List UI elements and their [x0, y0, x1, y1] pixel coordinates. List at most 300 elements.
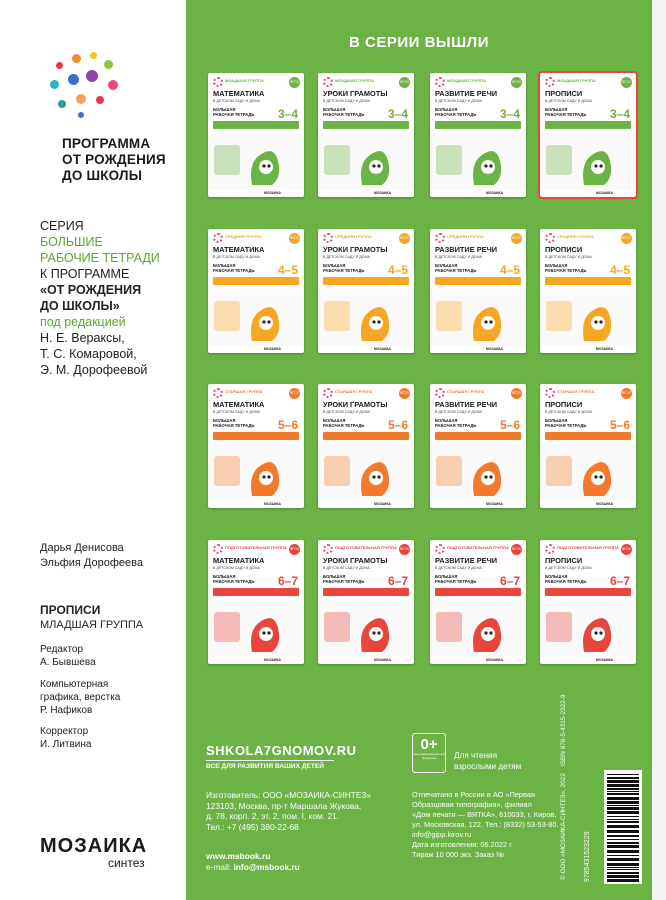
age-rating-caption: знак информационной продукции: [413, 752, 445, 760]
book-group: МЛАДШАЯ ГРУППА: [40, 619, 144, 631]
copyright-text: © ООО «МОЗАИКА-СИНТЕЗ», 2022: [560, 773, 567, 880]
book-card-type-line: БОЛЬШАЯ: [435, 574, 458, 579]
book-card-publisher: МОЗАИКА: [374, 658, 391, 662]
book-card-type-line: БОЛЬШАЯ: [545, 574, 568, 579]
fgos-badge: ФГОС: [511, 77, 522, 88]
credit-role: Компьютерная: [40, 679, 109, 690]
gnome-illustration: [208, 133, 304, 190]
age-rating-badge: [412, 733, 446, 773]
barcode-number: 9785431523229: [584, 831, 591, 882]
book-card-type: [435, 263, 476, 273]
barcode-bar: [607, 850, 639, 853]
contact-info: [206, 851, 300, 873]
printer-info: [412, 790, 559, 860]
barcode-bar: [607, 811, 639, 814]
publisher-logo: МОЗАИКА: [40, 835, 148, 857]
book-card-type: [213, 418, 254, 428]
barcode-bar: [607, 867, 639, 868]
fgos-badge: ФГОС: [399, 233, 410, 244]
book-card-type-line: РАБОЧАЯ ТЕТРАДЬ: [213, 268, 255, 273]
book-card-title: ПРОПИСИ: [545, 89, 583, 98]
book-card-title: РАЗВИТИЕ РЕЧИ: [435, 556, 498, 565]
series-book-card: [318, 229, 414, 353]
book-card-band: [435, 432, 521, 440]
book-card-age: 5–6: [499, 418, 520, 432]
book-card-type: [545, 418, 586, 428]
book-card-subtitle: В ДЕТСКОМ САДУ И ДОМА: [213, 566, 260, 570]
author: Эльфия Дорофеева: [40, 557, 143, 569]
credit-layout: [40, 678, 120, 717]
book-card-type-line: БОЛЬШАЯ: [323, 263, 346, 268]
shkola-site[interactable]: SHKOLA7GNOMOV.RU: [206, 743, 357, 758]
gnome-illustration: [430, 289, 526, 346]
credit-role: графика, верстка: [40, 692, 121, 703]
series-editors-label: под редакцией: [40, 315, 126, 329]
barcode-bars: [604, 770, 642, 884]
barcode-bar: [607, 858, 639, 861]
barcode-bar: [607, 807, 639, 810]
credit-editor: [40, 643, 96, 669]
logo-dot: [96, 96, 104, 104]
fgos-badge: ФГОС: [289, 233, 300, 244]
book-card-title: МАТЕМАТИКА: [213, 89, 265, 98]
barcode-bar: [607, 805, 639, 806]
book-card-type: [323, 574, 364, 584]
barcode-bar: [607, 845, 639, 848]
barcode-bar: [607, 777, 639, 779]
readers-line: Для чтения: [454, 751, 498, 760]
book-card-type-line: БОЛЬШАЯ: [213, 107, 236, 112]
book-card-type-line: БОЛЬШАЯ: [213, 574, 236, 579]
book-card-title: РАЗВИТИЕ РЕЧИ: [435, 89, 498, 98]
book-card-publisher: МОЗАИКА: [486, 347, 503, 351]
book-card-subtitle: В ДЕТСКОМ САДУ И ДОМА: [545, 566, 592, 570]
series-book-card: [318, 384, 414, 508]
book-card-age: 4–5: [499, 263, 520, 277]
credit-role: Корректор: [40, 726, 89, 737]
book-card-publisher: МОЗАИКА: [486, 502, 503, 506]
manufacturer-line: Изготовитель: ООО «МОЗАИКА-СИНТЕЗ»: [206, 790, 372, 800]
fgos-badge: ФГОС: [511, 388, 522, 399]
manufacturer-line: 123103, Москва, пр-т Маршала Жукова,: [206, 800, 362, 811]
book-card-age: 3–4: [387, 107, 408, 121]
book-card-group: СТАРШАЯ ГРУППА: [225, 389, 263, 394]
book-card-type-line: РАБОЧАЯ ТЕТРАДЬ: [435, 579, 477, 584]
book-card-age: 6–7: [277, 574, 298, 588]
program-logo-icon: [435, 77, 445, 87]
book-card-publisher: МОЗАИКА: [596, 347, 613, 351]
book-card-group: МЛАДШАЯ ГРУППА: [447, 78, 486, 83]
book-card-type: [545, 107, 586, 117]
logo-dot: [56, 62, 63, 69]
email-link[interactable]: info@msbook.ru: [233, 862, 300, 872]
fgos-badge: ФГОС: [399, 388, 410, 399]
printer-line: info@gipp.kirov.ru: [412, 830, 472, 839]
book-card-type-line: БОЛЬШАЯ: [323, 418, 346, 423]
isbn-text: ISBN 978-5-4315-2322-9: [560, 694, 567, 766]
book-card-title: УРОКИ ГРАМОТЫ: [323, 400, 388, 409]
program-logo-icon: [213, 77, 223, 87]
book-card-type-line: РАБОЧАЯ ТЕТРАДЬ: [323, 579, 365, 584]
fgos-badge: ФГОС: [621, 233, 632, 244]
book-card-type-line: РАБОЧАЯ ТЕТРАДЬ: [213, 423, 255, 428]
barcode-bar: [607, 872, 639, 874]
fgos-badge: ФГОС: [289, 388, 300, 399]
readers-note: [454, 750, 521, 772]
book-card-band: [435, 588, 521, 596]
book-card-publisher: МОЗАИКА: [264, 347, 281, 351]
barcode-bar: [607, 855, 639, 856]
barcode-bar: [607, 788, 639, 790]
book-card-publisher: МОЗАИКА: [264, 658, 281, 662]
book-card-subtitle: В ДЕТСКОМ САДУ И ДОМА: [213, 255, 260, 259]
barcode-bar: [607, 780, 639, 783]
book-card-type: [435, 418, 476, 428]
book-card-group: СРЕДНЯЯ ГРУППА: [335, 234, 372, 239]
isbn-copyright: [560, 695, 567, 880]
book-card-group: МЛАДШАЯ ГРУППА: [335, 78, 374, 83]
book-card-type-line: РАБОЧАЯ ТЕТРАДЬ: [213, 112, 255, 117]
book-card-publisher: МОЗАИКА: [374, 191, 391, 195]
logo-dot: [104, 60, 113, 69]
barcode: [604, 770, 642, 884]
series-book-card: [540, 73, 636, 197]
manufacturer-info: [206, 790, 371, 832]
gnome-illustration: [430, 444, 526, 501]
book-card-type-line: БОЛЬШАЯ: [545, 107, 568, 112]
book-card-publisher: МОЗАИКА: [486, 658, 503, 662]
book-card-age: 4–5: [387, 263, 408, 277]
book-card-group: СТАРШАЯ ГРУППА: [557, 389, 595, 394]
credit-name: А. Бывшева: [40, 657, 96, 668]
book-card-publisher: МОЗАИКА: [264, 191, 281, 195]
divider: [206, 760, 334, 761]
book-card-type-line: БОЛЬШАЯ: [323, 107, 346, 112]
book-card-subtitle: В ДЕТСКОМ САДУ И ДОМА: [435, 566, 482, 570]
manufacturer-line: Тел.: +7 (495) 380-22-68: [206, 821, 299, 832]
book-card-title: УРОКИ ГРАМОТЫ: [323, 245, 388, 254]
book-card-title: УРОКИ ГРАМОТЫ: [323, 556, 388, 565]
series-line: К ПРОГРАММЕ: [40, 267, 130, 281]
book-card-age: 5–6: [609, 418, 630, 432]
book-card-subtitle: В ДЕТСКОМ САДУ И ДОМА: [323, 99, 370, 103]
book-card-group: СРЕДНЯЯ ГРУППА: [225, 234, 262, 239]
fgos-badge: ФГОС: [399, 544, 410, 555]
series-editor: Н. Е. Вераксы,: [40, 331, 125, 345]
barcode-bar: [607, 825, 639, 828]
book-card-type-line: РАБОЧАЯ ТЕТРАДЬ: [545, 423, 587, 428]
program-logo-icon: [545, 77, 555, 87]
fgos-badge: ФГОС: [399, 77, 410, 88]
barcode-bar: [607, 875, 639, 878]
book-card-title: УРОКИ ГРАМОТЫ: [323, 89, 388, 98]
book-card-subtitle: В ДЕТСКОМ САДУ И ДОМА: [213, 99, 260, 103]
book-card-age: 5–6: [387, 418, 408, 432]
book-card-title: РАЗВИТИЕ РЕЧИ: [435, 400, 498, 409]
fgos-badge: ФГОС: [511, 544, 522, 555]
series-program-line: «ОТ РОЖДЕНИЯ: [40, 283, 142, 297]
authors: [40, 541, 143, 571]
barcode-bar: [607, 821, 639, 823]
barcode-bar: [607, 816, 639, 817]
logo-dot: [72, 54, 81, 63]
book-card-type-line: РАБОЧАЯ ТЕТРАДЬ: [435, 268, 477, 273]
program-logo-icon: [323, 544, 333, 554]
fgos-badge: ФГОС: [289, 544, 300, 555]
program-logo-icon: [435, 388, 445, 398]
book-card-age: 4–5: [609, 263, 630, 277]
book-card-type-line: РАБОЧАЯ ТЕТРАДЬ: [545, 579, 587, 584]
printer-line: Дата изготовления: 06.2022 г.: [412, 840, 513, 849]
book-card-age: 6–7: [609, 574, 630, 588]
logo-dot: [76, 94, 86, 104]
book-card-type-line: БОЛЬШАЯ: [545, 418, 568, 423]
credit-proofreader: [40, 725, 91, 751]
book-card-group: СРЕДНЯЯ ГРУППА: [447, 234, 484, 239]
book-card-age: 5–6: [277, 418, 298, 432]
book-card-group: СРЕДНЯЯ ГРУППА: [557, 234, 594, 239]
program-logo-icon: [545, 544, 555, 554]
book-card-band: [545, 432, 631, 440]
book-card-type-line: РАБОЧАЯ ТЕТРАДЬ: [323, 268, 365, 273]
age-rating-value: 0+: [420, 736, 438, 753]
series-book-card: [208, 540, 304, 664]
book-card-type-line: БОЛЬШАЯ: [213, 418, 236, 423]
series-editor: Э. М. Дорофеевой: [40, 363, 148, 377]
book-card-age: 3–4: [277, 107, 298, 121]
series-book-card: [430, 73, 526, 197]
series-book-card: [318, 540, 414, 664]
credit-name: И. Литвина: [40, 739, 92, 750]
book-card-publisher: МОЗАИКА: [596, 658, 613, 662]
book-card-title: МАТЕМАТИКА: [213, 556, 265, 565]
gnome-illustration: [318, 289, 414, 346]
book-card-type: [435, 107, 476, 117]
program-logo-icon: [213, 233, 223, 243]
book-card-type-line: РАБОЧАЯ ТЕТРАДЬ: [435, 423, 477, 428]
book-card-band: [545, 121, 631, 129]
book-card-group: МЛАДШАЯ ГРУППА: [557, 78, 596, 83]
book-card-title: РАЗВИТИЕ РЕЧИ: [435, 245, 498, 254]
book-card-subtitle: В ДЕТСКОМ САДУ И ДОМА: [545, 255, 592, 259]
book-card-type-line: РАБОЧАЯ ТЕТРАДЬ: [323, 112, 365, 117]
fgos-badge: ФГОС: [289, 77, 300, 88]
book-card-title: ПРОПИСИ: [545, 400, 583, 409]
barcode-bar: [607, 791, 639, 792]
program-logo-icon: [435, 544, 445, 554]
series-book-card: [208, 229, 304, 353]
gnome-illustration: [540, 289, 636, 346]
book-card-band: [545, 588, 631, 596]
program-logo-icon: [323, 388, 333, 398]
barcode-bar: [607, 793, 639, 795]
book-card-title: ПРОПИСИ: [545, 245, 583, 254]
book-info: [40, 603, 143, 633]
book-card-band: [435, 277, 521, 285]
program-logo-icon: [545, 388, 555, 398]
printer-line: Отпечатано в России в АО «Первая: [412, 790, 535, 799]
book-card-publisher: МОЗАИКА: [596, 191, 613, 195]
book-card-group: СТАРШАЯ ГРУППА: [447, 389, 485, 394]
gnome-illustration: [540, 133, 636, 190]
book-card-publisher: МОЗАИКА: [374, 502, 391, 506]
barcode-bar: [607, 774, 639, 775]
gnome-illustration: [208, 289, 304, 346]
book-card-subtitle: В ДЕТСКОМ САДУ И ДОМА: [435, 99, 482, 103]
logo-dot: [90, 52, 97, 59]
gnome-illustration: [318, 444, 414, 501]
book-card-type: [545, 574, 586, 584]
book-title: ПРОПИСИ: [40, 603, 101, 617]
book-card-group: ПОДГОТОВИТЕЛЬНАЯ ГРУППА: [557, 545, 619, 550]
book-card-band: [545, 277, 631, 285]
shkola-tagline: ВСЕ ДЛЯ РАЗВИТИЯ ВАШИХ ДЕТЕЙ: [206, 763, 324, 770]
book-card-title: МАТЕМАТИКА: [213, 245, 265, 254]
website-link[interactable]: www.msbook.ru: [206, 851, 271, 861]
series-book-card: [540, 540, 636, 664]
gnome-illustration: [540, 600, 636, 657]
book-card-group: ПОДГОТОВИТЕЛЬНАЯ ГРУППА: [335, 545, 397, 550]
logo-dot: [50, 80, 59, 89]
program-logo-icon: [545, 233, 555, 243]
book-card-band: [213, 277, 299, 285]
book-card-subtitle: В ДЕТСКОМ САДУ И ДОМА: [213, 410, 260, 414]
gnome-illustration: [430, 133, 526, 190]
book-card-group: МЛАДШАЯ ГРУППА: [225, 78, 264, 83]
program-logo-icon: [323, 233, 333, 243]
series-book-card: [208, 73, 304, 197]
book-card-type: [213, 107, 254, 117]
book-card-group: ПОДГОТОВИТЕЛЬНАЯ ГРУППА: [447, 545, 509, 550]
program-logo-icon: [435, 233, 445, 243]
email-label: e-mail:: [206, 862, 232, 872]
series-book-card: [430, 229, 526, 353]
book-card-type-line: РАБОЧАЯ ТЕТРАДЬ: [213, 579, 255, 584]
gnome-illustration: [208, 444, 304, 501]
book-card-type-line: РАБОЧАЯ ТЕТРАДЬ: [323, 423, 365, 428]
book-card-publisher: МОЗАИКА: [486, 191, 503, 195]
barcode-bar: [607, 819, 639, 820]
gnome-illustration: [540, 444, 636, 501]
barcode-bar: [607, 797, 639, 800]
book-card-type: [435, 574, 476, 584]
printer-line: Тираж 10 000 экз. Заказ №: [412, 850, 505, 859]
gnome-illustration: [318, 600, 414, 657]
book-card-type-line: РАБОЧАЯ ТЕТРАДЬ: [545, 268, 587, 273]
series-name-line: БОЛЬШИЕ: [40, 235, 103, 249]
barcode-bar: [607, 835, 639, 837]
series-name-line: РАБОЧИЕ ТЕТРАДИ: [40, 251, 160, 265]
fgos-badge: ФГОС: [621, 77, 632, 88]
book-card-band: [213, 588, 299, 596]
book-card-age: 3–4: [499, 107, 520, 121]
book-card-type: [323, 107, 364, 117]
series-book-card: [430, 384, 526, 508]
book-card-subtitle: В ДЕТСКОМ САДУ И ДОМА: [435, 410, 482, 414]
series-book-card: [540, 384, 636, 508]
book-card-band: [213, 121, 299, 129]
book-card-subtitle: В ДЕТСКОМ САДУ И ДОМА: [545, 410, 592, 414]
program-title-line: ДО ШКОЛЫ: [62, 168, 143, 183]
book-card-type-line: БОЛЬШАЯ: [213, 263, 236, 268]
book-card-band: [323, 432, 409, 440]
series-book-card: [318, 73, 414, 197]
barcode-bar: [607, 869, 639, 870]
program-logo-icon: [323, 77, 333, 87]
credit-name: Р. Нафиков: [40, 705, 93, 716]
book-card-title: МАТЕМАТИКА: [213, 400, 265, 409]
series-editor: Т. С. Комаровой,: [40, 347, 137, 361]
program-logo-icon: [213, 544, 223, 554]
barcode-bar: [607, 839, 639, 840]
book-card-band: [213, 432, 299, 440]
book-card-type: [323, 263, 364, 273]
series-heading: В СЕРИИ ВЫШЛИ: [349, 34, 489, 51]
book-card-type-line: РАБОЧАЯ ТЕТРАДЬ: [435, 112, 477, 117]
printer-line: Образцовая типография», филиал: [412, 800, 532, 809]
book-card-type-line: БОЛЬШАЯ: [545, 263, 568, 268]
book-card-type: [545, 263, 586, 273]
gnome-illustration: [208, 600, 304, 657]
book-card-band: [323, 121, 409, 129]
program-logo: [46, 50, 126, 130]
book-card-publisher: МОЗАИКА: [374, 347, 391, 351]
book-card-title: ПРОПИСИ: [545, 556, 583, 565]
book-card-subtitle: В ДЕТСКОМ САДУ И ДОМА: [323, 410, 370, 414]
book-card-age: 4–5: [277, 263, 298, 277]
fgos-badge: ФГОС: [621, 544, 632, 555]
logo-dot: [78, 112, 84, 118]
series-program-line: ДО ШКОЛЫ»: [40, 299, 120, 313]
logo-dot: [58, 100, 66, 108]
printer-line: ул. Московская, 122. Тел.: (8332) 53-53-80.: [412, 820, 559, 829]
program-title: [62, 136, 166, 184]
book-card-publisher: МОЗАИКА: [264, 502, 281, 506]
series-book-card: [540, 229, 636, 353]
book-card-group: СТАРШАЯ ГРУППА: [335, 389, 373, 394]
barcode-bar: [607, 801, 639, 804]
book-card-type-line: БОЛЬШАЯ: [435, 418, 458, 423]
book-card-type: [213, 574, 254, 584]
book-card-age: 3–4: [609, 107, 630, 121]
fgos-badge: ФГОС: [511, 233, 522, 244]
program-logo-icon: [213, 388, 223, 398]
fgos-badge: ФГОС: [621, 388, 632, 399]
publisher-logo-sub: синтез: [108, 856, 145, 870]
barcode-bar: [607, 842, 639, 844]
book-card-publisher: МОЗАИКА: [596, 502, 613, 506]
book-card-type-line: БОЛЬШАЯ: [435, 107, 458, 112]
book-card-subtitle: В ДЕТСКОМ САДУ И ДОМА: [545, 99, 592, 103]
program-title-line: ПРОГРАММА: [62, 136, 151, 151]
series-book-card: [208, 384, 304, 508]
barcode-bar: [607, 784, 639, 787]
book-card-subtitle: В ДЕТСКОМ САДУ И ДОМА: [323, 255, 370, 259]
logo-dot: [68, 74, 79, 85]
book-card-type: [213, 263, 254, 273]
gnome-illustration: [318, 133, 414, 190]
book-card-type-line: РАБОЧАЯ ТЕТРАДЬ: [545, 112, 587, 117]
book-card-group: ПОДГОТОВИТЕЛЬНАЯ ГРУППА: [225, 545, 287, 550]
series-label: СЕРИЯ: [40, 219, 84, 233]
book-card-subtitle: В ДЕТСКОМ САДУ И ДОМА: [323, 566, 370, 570]
book-card-type-line: БОЛЬШАЯ: [323, 574, 346, 579]
author: Дарья Денисова: [40, 542, 124, 554]
printer-line: «Дом печати — ВЯТКА», 610033, г. Киров,: [412, 810, 557, 819]
book-card-band: [323, 588, 409, 596]
logo-dot: [108, 80, 118, 90]
book-card-age: 6–7: [499, 574, 520, 588]
